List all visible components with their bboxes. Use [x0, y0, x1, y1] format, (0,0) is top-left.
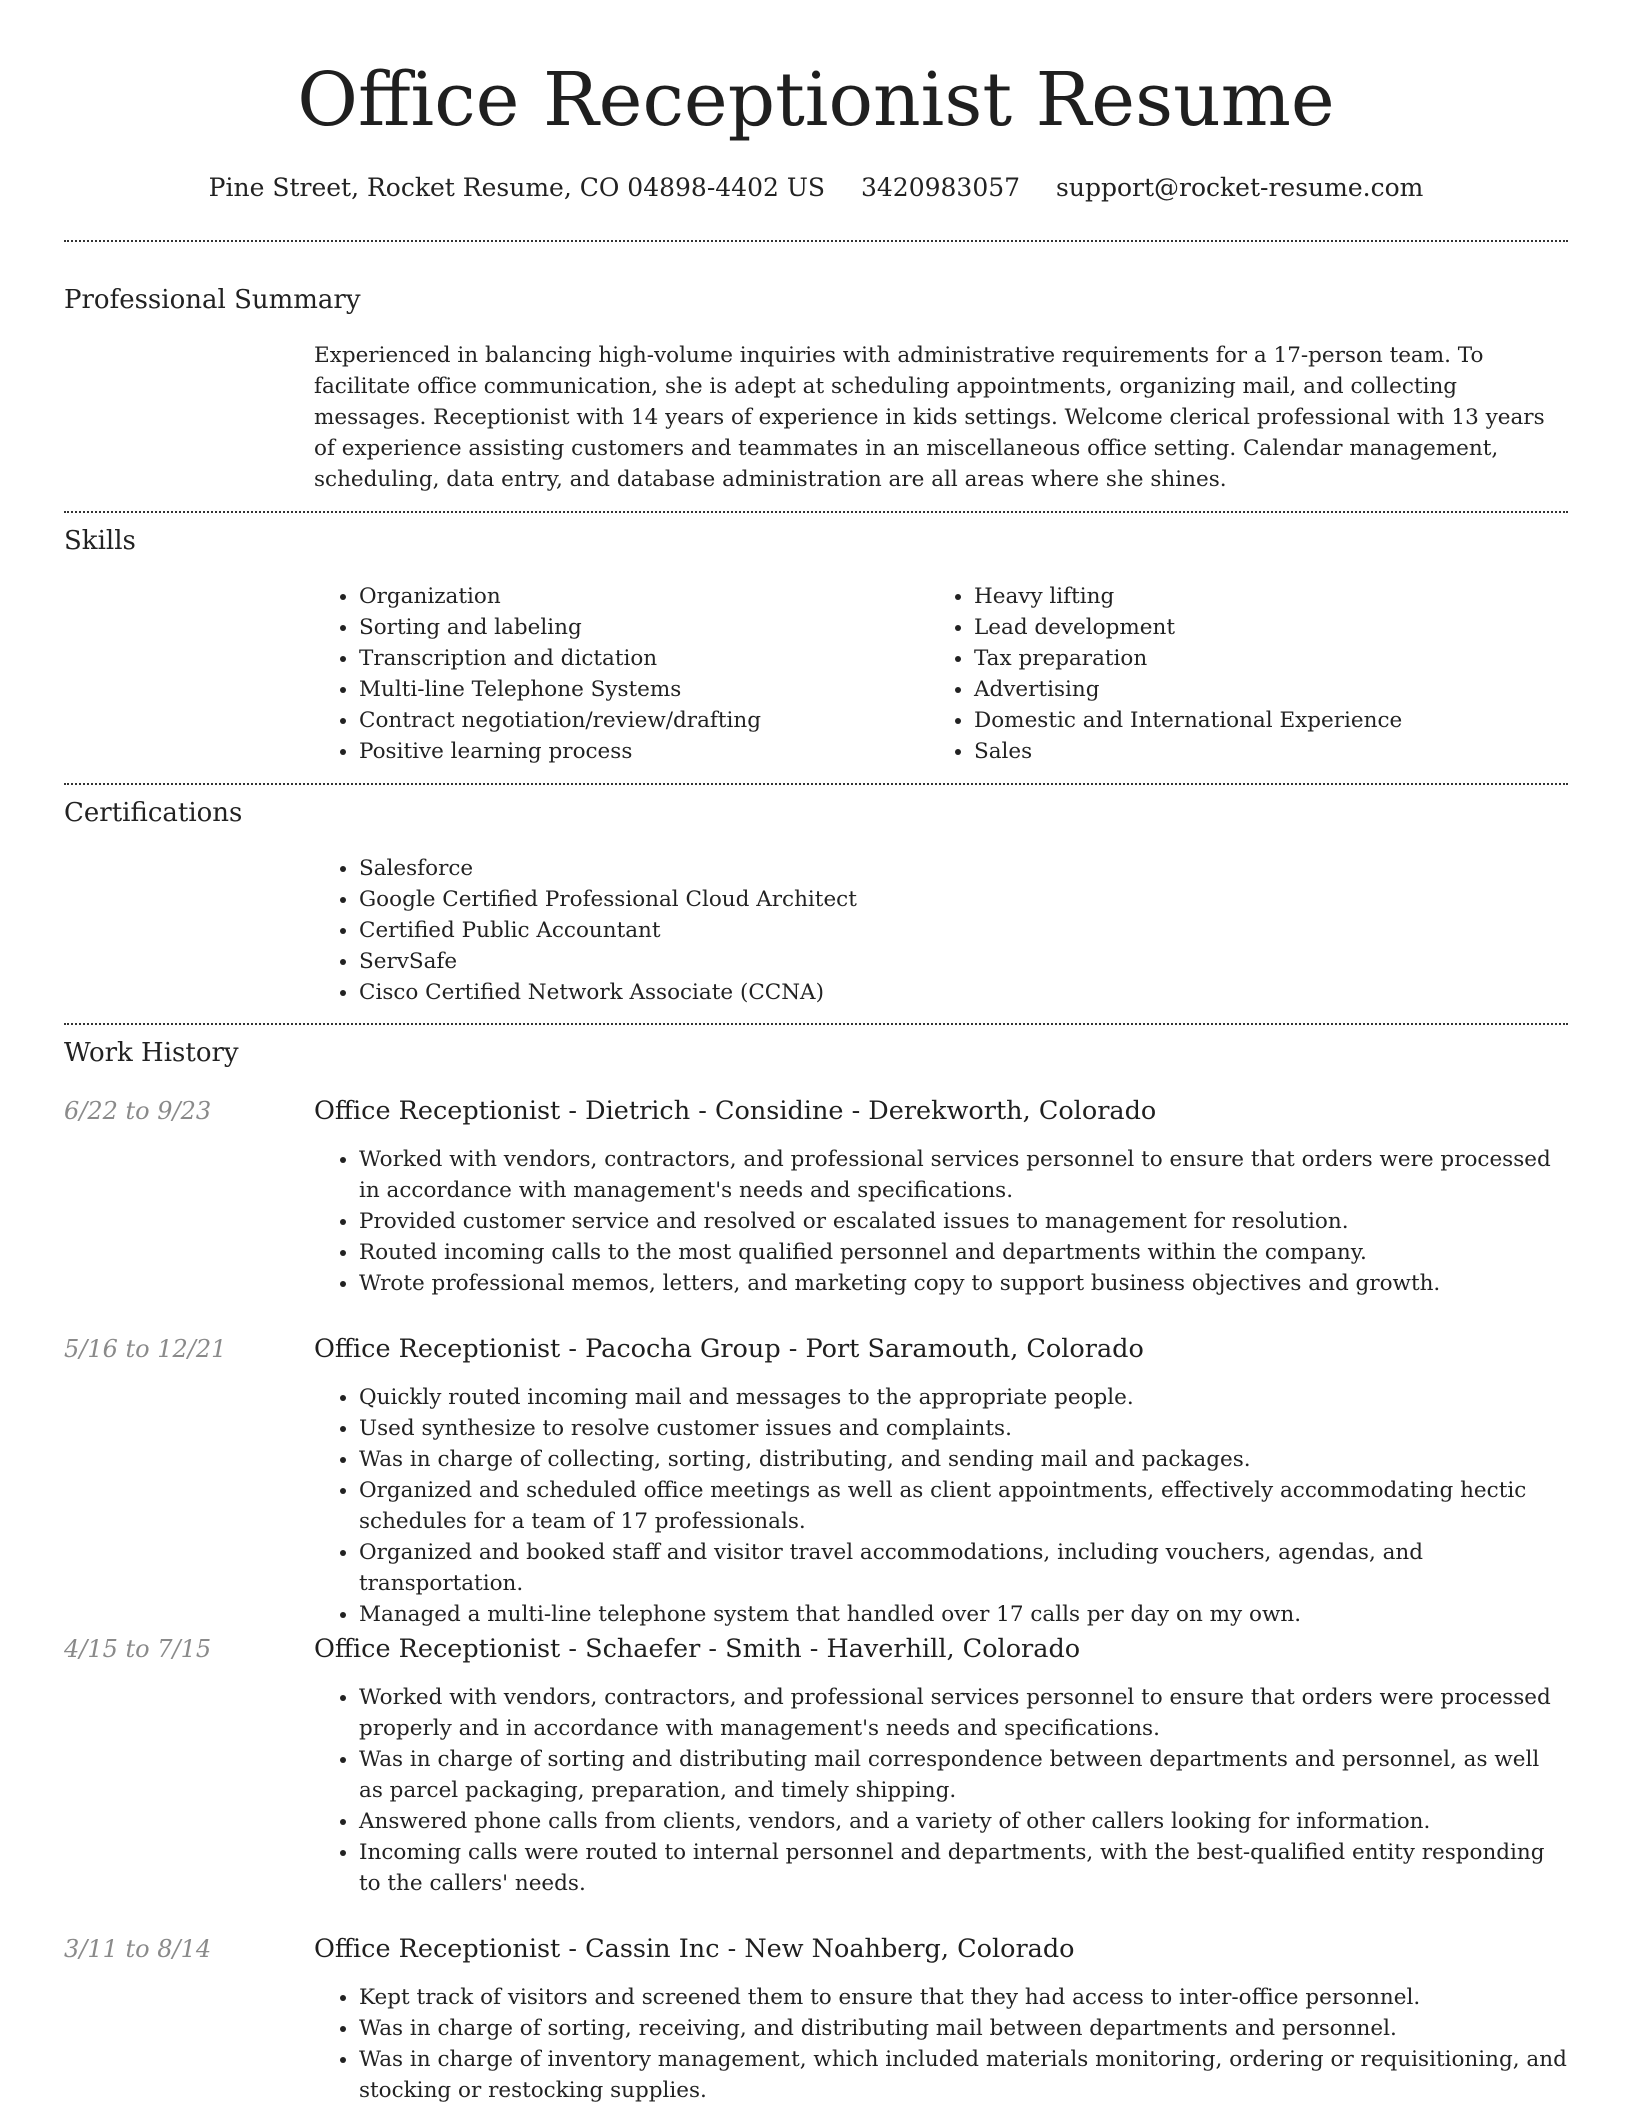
certification-item: • ServSafe — [359, 946, 857, 977]
skill-item: • Transcription and dictation — [359, 643, 914, 674]
skill-item: • Advertising — [974, 674, 1549, 705]
job-duty-item: • Provided customer service and resolved or escalated issues to management for resolution. — [359, 1206, 1568, 1237]
skill-item: • Sales — [974, 736, 1549, 767]
divider — [64, 511, 1568, 513]
job-duty-item: • Was in charge of collecting, sorting, distributing, and sending mail and packages. — [359, 1444, 1568, 1475]
job-title: Office Receptionist - Dietrich - Considine - Derekworth, Colorado — [314, 1096, 1157, 1126]
skill-item: • Positive learning process — [359, 736, 914, 767]
job-duty-item: • Worked with vendors, contractors, and professional services personnel to ensure that orders were processed properly and in accordance with management's needs and specifications. — [359, 1682, 1568, 1744]
skill-item: • Domestic and International Experience — [974, 705, 1549, 736]
contact-address: Pine Street, Rocket Resume, CO 04898-4402 US — [208, 173, 826, 202]
job-duty-item: • Quickly routed incoming mail and messages to the appropriate people. — [359, 1382, 1568, 1413]
skill-item: • Lead development — [974, 612, 1549, 643]
skill-item: • Heavy lifting — [974, 581, 1549, 612]
work-history-heading: Work History — [64, 1038, 239, 1068]
divider — [64, 240, 1568, 242]
job-duty-item: • Was in charge of sorting, receiving, and distributing mail between departments and personnel. — [359, 2013, 1568, 2044]
job-duties — [314, 1682, 1568, 1899]
job-duty-item: • Routed incoming calls to the most qualified personnel and departments within the company. — [359, 1237, 1568, 1268]
certifications-list — [314, 853, 857, 1008]
contact-line — [0, 170, 1632, 206]
job-duty-item: • Kept track of visitors and screened them to ensure that they had access to inter-office personnel. — [359, 1982, 1568, 2013]
job-duty-item: • Was in charge of sorting and distributing mail correspondence between departments and personnel, as well as parcel packaging, preparation, and timely shipping. — [359, 1744, 1568, 1806]
job-duty-item: • Answered phone calls from clients, vendors, and a variety of other callers looking for information. — [359, 1806, 1568, 1837]
divider — [64, 783, 1568, 785]
job-duty-item: • Managed a multi-line telephone system that handled over 17 calls per day on my own. — [359, 1599, 1568, 1630]
job-title: Office Receptionist - Cassin Inc - New Noahberg, Colorado — [314, 1934, 1075, 1964]
skills-column-right — [929, 581, 1549, 767]
resume-title: Office Receptionist Resume — [297, 57, 1335, 143]
job-duty-item: • Incoming calls were routed to internal personnel and departments, with the best-qualified entity responding to the callers' needs. — [359, 1837, 1568, 1899]
job-dates: 4/15 to 7/15 — [64, 1635, 212, 1663]
skills-heading: Skills — [64, 526, 136, 556]
skill-item: • Tax preparation — [974, 643, 1549, 674]
certification-item: • Google Certified Professional Cloud Architect — [359, 884, 857, 915]
divider — [64, 1023, 1568, 1025]
summary-text: Experienced in balancing high-volume inquiries with administrative requirements for a 17-person team. To facilitate office communication, she is adept at scheduling appointments, organizing mail, and collecting messages. Receptionist with 14 years of experience in kids settings. Welcome clerical professional with 13 years of experience assisting customers and teammates in an miscellaneous office setting. Calendar management, scheduling, data entry, and database administration are all areas where she shines. — [314, 343, 1545, 492]
skill-item: • Organization — [359, 581, 914, 612]
certification-item: • Cisco Certified Network Associate (CCNA) — [359, 977, 857, 1008]
job-duty-item: • Worked with vendors, contractors, and professional services personnel to ensure that orders were processed in accordance with management's needs and specifications. — [359, 1144, 1568, 1206]
job-dates: 5/16 to 12/21 — [64, 1335, 227, 1363]
job-duty-item: • Wrote professional memos, letters, and marketing copy to support business objectives and growth. — [359, 1268, 1568, 1299]
contact-phone: 3420983057 — [861, 173, 1021, 202]
contact-email: support@rocket-resume.com — [1056, 173, 1424, 202]
skill-item: • Multi-line Telephone Systems — [359, 674, 914, 705]
job-duties — [314, 1382, 1568, 1630]
job-title: Office Receptionist - Pacocha Group - Port Saramouth, Colorado — [314, 1334, 1144, 1364]
job-dates: 6/22 to 9/23 — [64, 1097, 212, 1125]
skill-item: • Contract negotiation/review/drafting — [359, 705, 914, 736]
job-duty-item: • Used synthesize to resolve customer issues and complaints. — [359, 1413, 1568, 1444]
certification-item: • Salesforce — [359, 853, 857, 884]
job-duty-item: • Organized and booked staff and visitor travel accommodations, including vouchers, agendas, and transportation. — [359, 1537, 1568, 1599]
job-duty-item: • Was in charge of inventory management, which included materials monitoring, ordering or requisitioning, and stocking or restocking supplies. — [359, 2044, 1568, 2106]
job-title: Office Receptionist - Schaefer - Smith - Haverhill, Colorado — [314, 1634, 1081, 1664]
certifications-heading: Certifications — [64, 798, 243, 828]
skill-item: • Sorting and labeling — [359, 612, 914, 643]
certification-item: • Certified Public Accountant — [359, 915, 857, 946]
job-duties — [314, 1144, 1568, 1299]
summary-heading: Professional Summary — [64, 285, 361, 315]
job-duties — [314, 1982, 1568, 2106]
job-dates: 3/11 to 8/14 — [64, 1935, 212, 1963]
skills-column-left — [314, 581, 914, 767]
job-duty-item: • Organized and scheduled office meetings as well as client appointments, effectively accommodating hectic schedules for a team of 17 professionals. — [359, 1475, 1568, 1537]
